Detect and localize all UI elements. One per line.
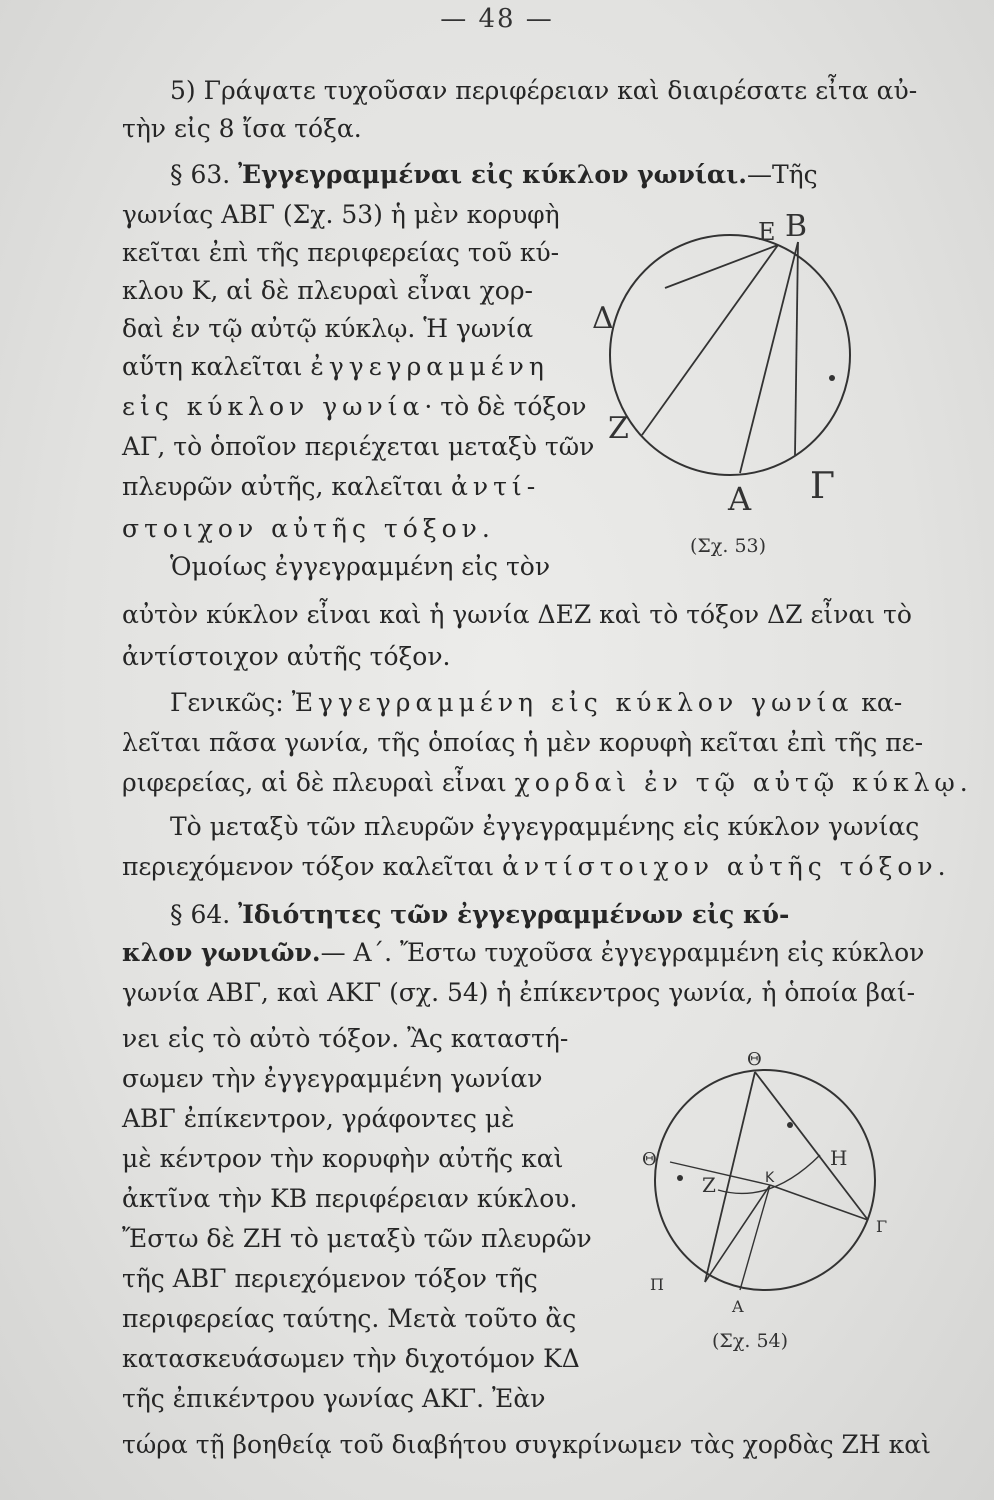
line-k-th bbox=[670, 1162, 770, 1185]
section-64-line-2: γωνία ΑΒΓ, καὶ ΑΚΓ (σχ. 54) ἡ ἐπίκεντρος γωνία, ἡ ὁποία βαί- bbox=[122, 978, 916, 1007]
section-64-heading bbox=[170, 898, 789, 932]
section-64-line-8: Ἔστω δὲ ΖΗ τὸ μεταξὺ τῶν πλευρῶν bbox=[122, 1224, 592, 1253]
label-d: Π bbox=[650, 1275, 664, 1294]
radius-kg bbox=[770, 1185, 868, 1220]
figure-53-diagram bbox=[580, 180, 880, 550]
label-g: Γ bbox=[810, 466, 835, 507]
section-64-line-6: μὲ κέντρον τὴν κορυφὴν αὐτῆς καὶ bbox=[122, 1144, 564, 1173]
section-64-title: Ἰδιότητες τῶν ἐγγεγραμμένων εἰς κύ- bbox=[238, 900, 790, 929]
label-d: Δ bbox=[592, 301, 614, 336]
spaced-definition: ἀντίστοιχον αὐτῆς τόξον. bbox=[502, 852, 951, 881]
spaced-definition: χορδαὶ ἐν τῷ αὐτῷ κύκλῳ. bbox=[514, 768, 973, 797]
text-fragment: κα- bbox=[861, 688, 903, 717]
section-64-line-3: νει εἰς τὸ αὐτὸ τόξον. Ἂς καταστή- bbox=[122, 1024, 569, 1053]
text-fragment: · τὸ δὲ τόξον bbox=[424, 392, 587, 421]
spaced-term-angle: εἰς κύκλον γωνία bbox=[122, 392, 425, 421]
chord-bg bbox=[795, 242, 798, 455]
point bbox=[787, 1122, 793, 1128]
section-64-line-4: σωμεν τὴν ἐγγεγραμμένη γωνίαν bbox=[122, 1064, 543, 1093]
spaced-definition: Ἐγγεγραμμένη εἰς κύκλον γωνία bbox=[291, 688, 854, 717]
text-fragment: — Α΄. Ἔστω τυχοῦσα ἐγγεγραμμένη εἰς κύκλον bbox=[320, 938, 925, 967]
label-z: Z bbox=[608, 411, 629, 446]
spaced-term-inscribed: ἐγγεγραμμένη bbox=[310, 352, 549, 381]
exercise-5-line-1: 5) Γράψατε τυχοῦσαν περιφέρειαν καὶ διαιρέσατε εἶτα αὐ- bbox=[170, 76, 918, 105]
text-fragment: ριφερείας, αἱ δὲ πλευραὶ εἶναι bbox=[122, 768, 507, 797]
spaced-term-anti: ἀντί- bbox=[451, 472, 541, 501]
section-63-line-7: ΑΓ, τὸ ὁποῖον περιέχεται μεταξὺ τῶν bbox=[122, 432, 595, 461]
section-63-line-12: ἀντίστοιχον αὐτῆς τόξον. bbox=[122, 642, 451, 671]
figure-54 bbox=[630, 1050, 900, 1320]
bisector-kd bbox=[740, 1185, 770, 1290]
section-64-number: § 64. bbox=[170, 900, 231, 929]
section-64-line-7: ἀκτῖνα τὴν ΚΒ περιφέρειαν κύκλου. bbox=[122, 1184, 578, 1213]
label-e: E bbox=[758, 218, 776, 246]
section-63-line-2: κεῖται ἐπὶ τῆς περιφερείας τοῦ κύ- bbox=[122, 238, 560, 267]
section-64-line-1 bbox=[122, 936, 924, 970]
label-h: H bbox=[830, 1146, 848, 1170]
side-bg bbox=[755, 1072, 868, 1220]
label-k: K bbox=[765, 1170, 775, 1186]
figure-53 bbox=[580, 180, 880, 550]
section-64-line-5: ΑΒΓ ἐπίκεντρον, γράφοντες μὲ bbox=[122, 1104, 515, 1133]
text-fragment: πλευρῶν αὐτῆς, καλεῖται bbox=[122, 472, 444, 501]
page-number: — 48 — bbox=[440, 4, 554, 34]
section-64-line-11: κατασκευάσωμεν τὴν διχοτόμον ΚΔ bbox=[122, 1344, 580, 1373]
text-fragment: Γενικῶς: bbox=[170, 688, 284, 717]
section-63-line-11: αὐτὸν κύκλον εἶναι καὶ ἡ γωνία ΔΕΖ καὶ τὸ τόξον ΔΖ εἶναι τὸ bbox=[122, 600, 912, 629]
figure-54-diagram bbox=[630, 1050, 900, 1320]
general-line-5 bbox=[122, 850, 951, 884]
chord-ba bbox=[740, 242, 798, 473]
section-63-title: Ἐγγεγραμμέναι εἰς κύκλον γωνίαι. bbox=[238, 160, 747, 189]
section-63-line-9: στοιχον αὐτῆς τόξον. bbox=[122, 514, 495, 543]
label-a: A bbox=[728, 480, 752, 518]
radius-ka bbox=[705, 1185, 770, 1282]
text-fragment: αὕτη καλεῖται bbox=[122, 352, 303, 381]
section-63-number: § 63. bbox=[170, 160, 231, 189]
label-g: Γ bbox=[876, 1217, 888, 1236]
section-63-title-tail: —Τῆς bbox=[746, 160, 818, 189]
section-64-line-10: περιφερείας ταύτης. Μετὰ τοῦτο ἂς bbox=[122, 1304, 577, 1333]
label-a: A bbox=[732, 1297, 744, 1316]
section-64-line-12: τῆς ἐπικέντρου γωνίας ΑΚΓ. Ἐὰν bbox=[122, 1384, 546, 1413]
section-64-title-cont: κλον γωνιῶν. bbox=[122, 938, 321, 967]
label-b: Θ bbox=[747, 1050, 762, 1070]
text-fragment: περιεχόμενον τόξον καλεῖται bbox=[122, 852, 495, 881]
section-64-line-9: τῆς ΑΒΓ περιεχόμενον τόξον τῆς bbox=[122, 1264, 538, 1293]
section-63-line-5 bbox=[122, 350, 549, 384]
label-z: Z bbox=[702, 1173, 716, 1197]
chord-ed bbox=[665, 245, 778, 288]
label-th: Θ bbox=[642, 1149, 657, 1170]
section-63-line-4: δαὶ ἐν τῷ αὐτῷ κύκλῳ. Ἡ γωνία bbox=[122, 314, 534, 343]
exercise-5-line-2: τὴν εἰς 8 ἴσα τόξα. bbox=[122, 114, 362, 143]
point bbox=[677, 1175, 683, 1181]
label-b: B bbox=[785, 209, 808, 244]
general-line-3 bbox=[122, 766, 973, 800]
section-64-line-13: τώρα τῇ βοηθείᾳ τοῦ διαβήτου συγκρίνωμεν τὰς χορδὰς ΖΗ καὶ bbox=[122, 1430, 931, 1459]
section-63-line-6 bbox=[122, 390, 586, 424]
section-63-line-10: Ὁμοίως ἐγγεγραμμένη εἰς τὸν bbox=[170, 552, 551, 581]
center-point bbox=[829, 375, 835, 381]
general-line-1 bbox=[170, 686, 902, 720]
circle bbox=[610, 235, 850, 475]
general-line-2: λεῖται πᾶσα γωνία, τῆς ὁποίας ἡ μὲν κορυφὴ κεῖται ἐπὶ τῆς πε- bbox=[122, 728, 924, 757]
section-63-line-3: κλου Κ, αἱ δὲ πλευραὶ εἶναι χορ- bbox=[122, 276, 533, 305]
figure-53-caption: (Σχ. 53) bbox=[690, 535, 767, 557]
general-line-4: Τὸ μεταξὺ τῶν πλευρῶν ἐγγεγραμμένης εἰς κύκλον γωνίας bbox=[170, 812, 920, 841]
figure-54-caption: (Σχ. 54) bbox=[712, 1330, 789, 1352]
section-63-line-8 bbox=[122, 470, 540, 504]
section-63-line-1: γωνίας ΑΒΓ (Σχ. 53) ἡ μὲν κορυφὴ bbox=[122, 200, 560, 229]
